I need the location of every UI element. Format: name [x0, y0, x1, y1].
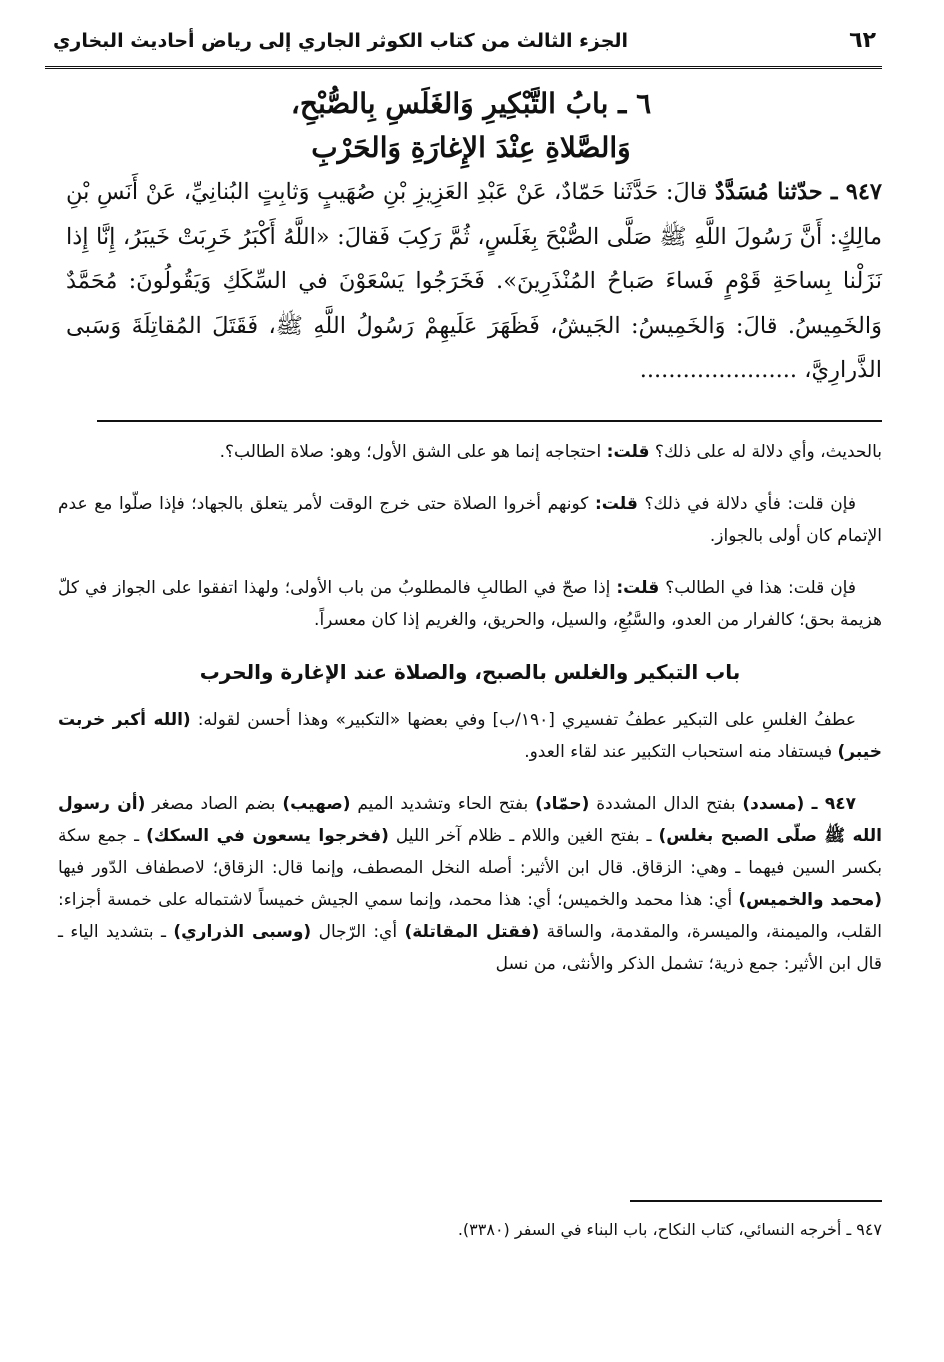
commentary-text: فيستفاد منه استحباب التكبير عند لقاء العدو. [524, 742, 838, 762]
commentary-paragraph [58, 704, 882, 768]
commentary-text: فإن قلت: فأي دلالة في ذلك؟ [637, 494, 856, 514]
footnote: ٩٤٧ ـ أخرجه النسائي، كتاب النكاح، باب البناء في السفر (٣٣٨٠). [457, 1220, 882, 1239]
commentary-keyword: (محمد والخميس) [738, 890, 882, 910]
commentary-keyword: ٩٤٧ ـ (مسدد) [742, 794, 856, 814]
commentary-text: بالحديث، وأي دلالة له على ذلك؟ [649, 442, 882, 462]
commentary-text: بضم الصاد مصغر [145, 794, 283, 814]
commentary [58, 436, 882, 1000]
chapter-title-line-1: ٦ ـ بابُ التَّبْكِيرِ وَالغَلَسِ بِالصُّبْحِ، [290, 87, 652, 120]
commentary-keyword: (فخرجوا يسعون في السكك) [146, 826, 389, 846]
page-header [45, 22, 882, 69]
commentary-text: ـ بتشديد الياء ـ قال ابن الأثير: جمع ذرية؛ تشمل الذكر والأنثى، من نسل [58, 922, 882, 974]
commentary-paragraph [58, 488, 882, 552]
commentary-text: ـ جمع سكة بكسر السين فيهما ـ وهي: الزقاق. قال ابن الأثير: أصله النخل المصطف، وإنما قال: الزقاق؛ لاصطفاف الدّور فيها [58, 826, 882, 878]
commentary-text: بفتح الحاء وتشديد الميم [350, 794, 536, 814]
commentary-keyword: (الله أكبر خربت خيبر) [58, 710, 882, 762]
commentary-paragraph [58, 572, 882, 636]
chapter-title [60, 82, 882, 170]
commentary-paragraph [58, 436, 882, 468]
commentary-paragraph [58, 788, 882, 980]
commentary-keyword: (حمّاد) [535, 794, 590, 814]
footnote-divider [630, 1200, 882, 1202]
commentary-section-title: باب التبكير والغلس بالصبح، والصلاة عند الإغارة والحرب [199, 660, 741, 684]
chapter-title-line-2: وَالصَّلاةِ عِنْدَ الإِغارَةِ وَالحَرْبِ [311, 131, 631, 164]
commentary-text: إذا صحّ في الطالبِ فالمطلوبُ من باب الأولى؛ ولهذا اتفقوا على الجواز في كلّ هزيمة بحق؛ كالفرار من العدو، والسَّبُعِ، والسيل، والحريق، والغريم إذا كان معسراً. [58, 578, 882, 630]
commentary-keyword: (فقتل المقاتلة) [404, 922, 540, 942]
commentary-keyword: قلت: [594, 494, 638, 514]
commentary-text: كونهم أخروا الصلاة حتى خرج الوقت لأمر يتعلق بالجهاد؛ فإذا صلّوا مع عدم الإتمام كان أولى بالجواز. [58, 494, 882, 546]
commentary-keyword: قلت: [616, 578, 660, 598]
running-title: الجزء الثالث من كتاب الكوثر الجاري إلى رياض أحاديث البخاري [53, 30, 629, 52]
hadith-body: قالَ: حَدَّثَنا حَمّادٌ، عَنْ عَبْدِ العَزِيزِ بْنِ صُهَيبٍ وَثابِتٍ البُنانِيِّ، عَنْ أَنَسِ بْنِ مالِكٍ: أَنَّ رَسُولَ اللَّهِ ﷺ صَلَّى الصُّبْحَ بِغَلَسٍ، ثُمَّ رَكِبَ فَقالَ: «اللَّهُ أَكْبَرُ خَرِبَتْ خَيبَرُ، إِنَّا إِذا نَزَلْنا بِساحَةِ قَوْمٍ فَساءَ صَباحُ المُنْذَرِينَ». فَخَرَجُوا يَسْعَوْنَ في السِّكَكِ وَيَقُولُونَ: مُحَمَّدٌ وَالخَمِيسُ. قالَ: وَالخَمِيسُ: الجَيشُ، فَظَهَرَ عَلَيهِمْ رَسُولُ اللَّهِ ﷺ، فَقَتَلَ المُقاتِلَةَ وَسَبى الذَّرارِيَّ، ...................... [66, 179, 882, 383]
commentary-text: أي: الرّجال [311, 922, 405, 942]
hadith-opening: ٩٤٧ ـ حدّثنا مُسَدَّدٌ [714, 179, 882, 205]
commentary-text: أي: هذا محمد والخميس؛ أي: هذا محمد، وإنما سمي الجيش خميساً لاشتماله على خمسة أجزاء: القلب، والميمنة، والميسرة، والمقدمة، والساقة [58, 890, 883, 942]
commentary-keyword: قلت: [606, 442, 650, 462]
commentary-keyword: (صهيب) [282, 794, 351, 814]
text-divider [97, 420, 882, 422]
commentary-text: بفتح الدال المشددة [589, 794, 743, 814]
commentary-text: فإن قلت: هذا في الطالب؟ [659, 578, 856, 598]
page-number: ٦٢ [849, 28, 876, 53]
commentary-keyword: (وسبى الذراري) [173, 922, 312, 942]
commentary-text: ـ بفتح الغين واللام ـ ظلام آخر الليل [388, 826, 659, 846]
commentary-text: احتجاجه إنما هو على الشق الأول؛ وهو: صلاة الطالب؟. [219, 442, 607, 462]
commentary-text: عطفُ الغلسِ على التبكير عطفُ تفسيري [١٩٠/ب] وفي بعضها «التكبير» وهذا أحسن لقوله: [190, 710, 856, 730]
commentary-keyword: (أن رسول الله ﷺ صلّى الصبح بغلس) [58, 794, 882, 846]
hadith-text [66, 170, 882, 393]
